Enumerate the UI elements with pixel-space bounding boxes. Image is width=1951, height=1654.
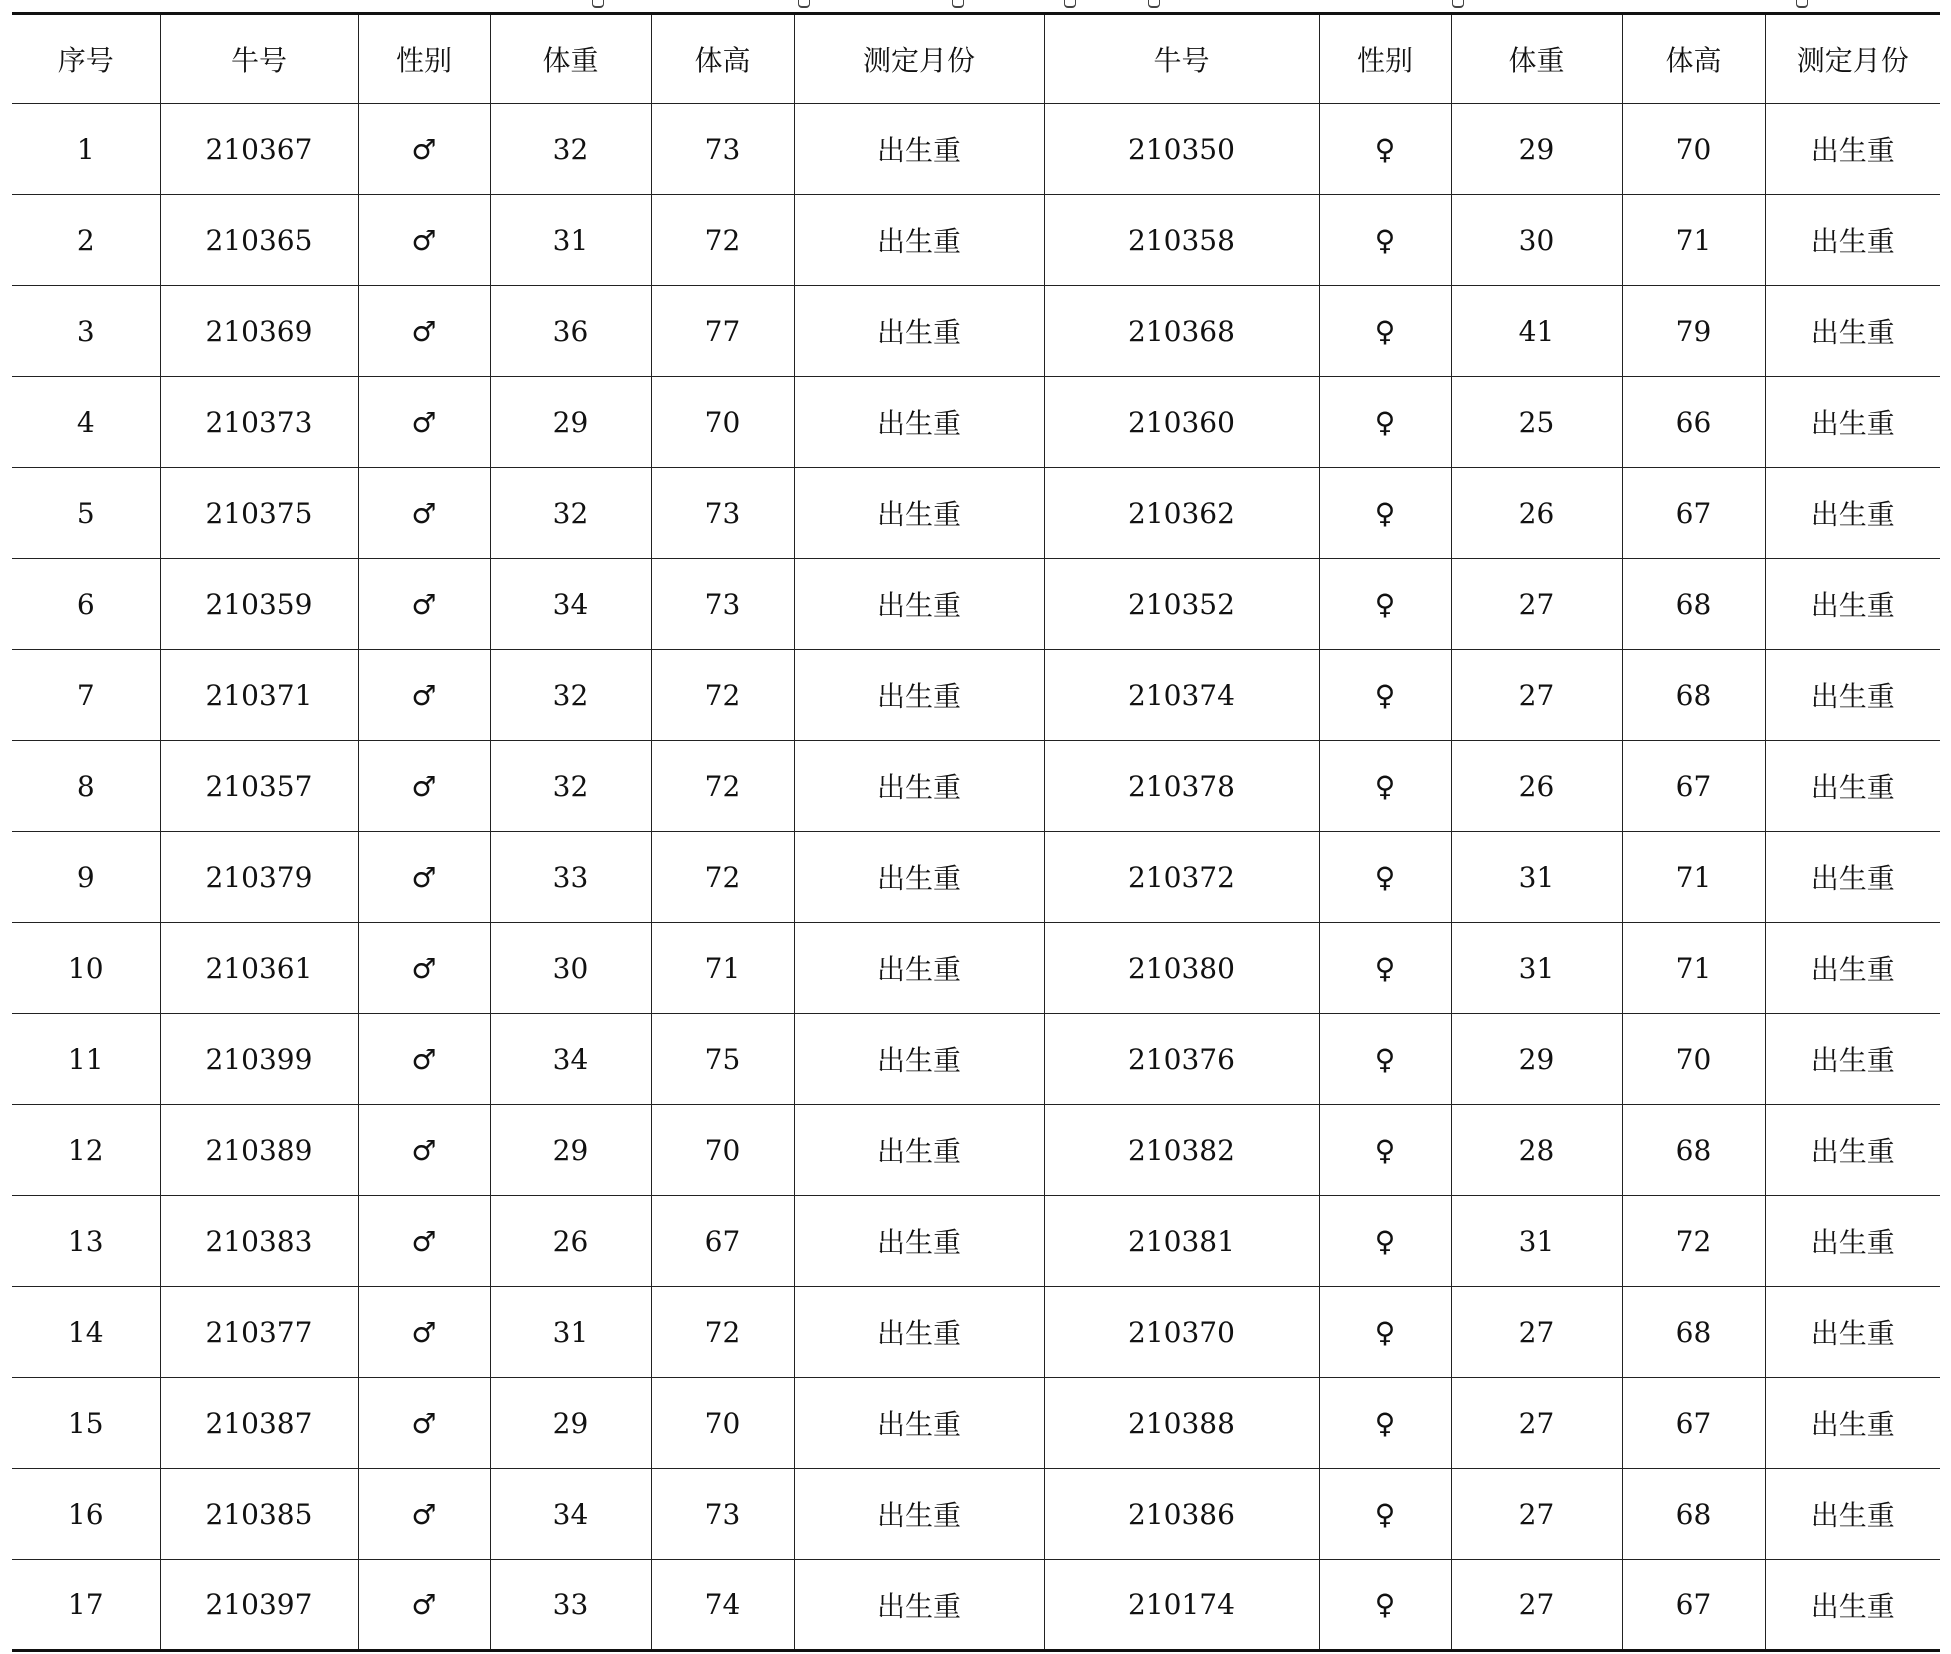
cell-cow-id: 210397 — [160, 1560, 358, 1651]
cell-sex: ♂ — [358, 1560, 490, 1651]
table-row — [12, 1469, 1940, 1560]
cell-weight: 29 — [1451, 1014, 1622, 1105]
cell-sex: ♂ — [358, 1378, 490, 1469]
cell-month: 出生重 — [1765, 1560, 1940, 1651]
cell-weight: 26 — [1451, 468, 1622, 559]
cell-sex: ♂ — [358, 832, 490, 923]
cell-index: 1 — [12, 104, 160, 195]
cell-month: 出生重 — [794, 377, 1044, 468]
cell-height: 67 — [651, 1196, 794, 1287]
cell-cow-id: 210382 — [1044, 1105, 1319, 1196]
cell-weight: 29 — [490, 1378, 651, 1469]
cell-cow-id: 210370 — [1044, 1287, 1319, 1378]
cell-sex: ♀ — [1319, 1105, 1451, 1196]
cell-sex: ♀ — [1319, 832, 1451, 923]
table-row — [12, 286, 1940, 377]
cell-weight: 27 — [1451, 559, 1622, 650]
cell-weight: 26 — [1451, 741, 1622, 832]
cell-sex: ♀ — [1319, 377, 1451, 468]
cell-cow-id: 210365 — [160, 195, 358, 286]
table-body — [12, 104, 1940, 1651]
table-row — [12, 559, 1940, 650]
cell-cow-id: 210389 — [160, 1105, 358, 1196]
cell-weight: 25 — [1451, 377, 1622, 468]
cell-weight: 41 — [1451, 286, 1622, 377]
cell-cow-id: 210387 — [160, 1378, 358, 1469]
cell-height: 72 — [651, 1287, 794, 1378]
cell-cow-id: 210379 — [160, 832, 358, 923]
cell-height: 77 — [651, 286, 794, 377]
cell-height: 74 — [651, 1560, 794, 1651]
cell-index: 6 — [12, 559, 160, 650]
cell-sex: ♂ — [358, 377, 490, 468]
cell-height: 68 — [1622, 650, 1765, 741]
table-row — [12, 1196, 1940, 1287]
cell-cow-id: 210386 — [1044, 1469, 1319, 1560]
cell-cow-id: 210362 — [1044, 468, 1319, 559]
cell-month: 出生重 — [794, 195, 1044, 286]
cell-weight: 32 — [490, 741, 651, 832]
cell-height: 73 — [651, 468, 794, 559]
cell-weight: 32 — [490, 650, 651, 741]
cell-month: 出生重 — [1765, 1469, 1940, 1560]
cell-month: 出生重 — [794, 1560, 1044, 1651]
header-cell-cow-id: 牛号 — [1044, 14, 1319, 104]
cell-cow-id: 210359 — [160, 559, 358, 650]
cell-month: 出生重 — [794, 1469, 1044, 1560]
cell-cow-id: 210373 — [160, 377, 358, 468]
cell-sex: ♂ — [358, 741, 490, 832]
table-row — [12, 195, 1940, 286]
cell-cow-id: 210388 — [1044, 1378, 1319, 1469]
cell-weight: 27 — [1451, 1469, 1622, 1560]
cell-index: 10 — [12, 923, 160, 1014]
table-row — [12, 468, 1940, 559]
cell-sex: ♀ — [1319, 195, 1451, 286]
cell-cow-id: 210378 — [1044, 741, 1319, 832]
cell-sex: ♂ — [358, 1196, 490, 1287]
cell-weight: 29 — [490, 1105, 651, 1196]
cell-height: 67 — [1622, 1378, 1765, 1469]
cell-month: 出生重 — [1765, 832, 1940, 923]
cell-sex: ♂ — [358, 1014, 490, 1105]
cell-height: 68 — [1622, 1469, 1765, 1560]
cell-index: 16 — [12, 1469, 160, 1560]
cell-sex: ♀ — [1319, 1287, 1451, 1378]
cell-height: 70 — [1622, 104, 1765, 195]
cell-cow-id: 210376 — [1044, 1014, 1319, 1105]
cell-month: 出生重 — [1765, 1105, 1940, 1196]
cell-sex: ♀ — [1319, 741, 1451, 832]
cell-cow-id: 210374 — [1044, 650, 1319, 741]
cell-cow-id: 210385 — [160, 1469, 358, 1560]
cell-index: 9 — [12, 832, 160, 923]
cell-weight: 29 — [490, 377, 651, 468]
cell-month: 出生重 — [1765, 741, 1940, 832]
cell-cow-id: 210352 — [1044, 559, 1319, 650]
cell-index: 7 — [12, 650, 160, 741]
cell-month: 出生重 — [794, 104, 1044, 195]
header-cell-month: 测定月份 — [1765, 14, 1940, 104]
cell-month: 出生重 — [1765, 1196, 1940, 1287]
cell-height: 70 — [651, 1105, 794, 1196]
cell-month: 出生重 — [1765, 923, 1940, 1014]
cell-weight: 26 — [490, 1196, 651, 1287]
cell-cow-id: 210375 — [160, 468, 358, 559]
cell-weight: 31 — [490, 195, 651, 286]
cell-sex: ♂ — [358, 559, 490, 650]
cell-weight: 30 — [490, 923, 651, 1014]
header-cell-cow-id: 牛号 — [160, 14, 358, 104]
header-cell-weight: 体重 — [1451, 14, 1622, 104]
cell-height: 72 — [651, 832, 794, 923]
cell-height: 73 — [651, 104, 794, 195]
cell-sex: ♀ — [1319, 1560, 1451, 1651]
cell-sex: ♀ — [1319, 104, 1451, 195]
cell-height: 73 — [651, 559, 794, 650]
cell-cow-id: 210377 — [160, 1287, 358, 1378]
cell-weight: 31 — [1451, 923, 1622, 1014]
cell-month: 出生重 — [1765, 1014, 1940, 1105]
cell-cow-id: 210174 — [1044, 1560, 1319, 1651]
cell-cow-id: 210367 — [160, 104, 358, 195]
calf-measurement-table — [12, 12, 1940, 1652]
cell-month: 出生重 — [1765, 1287, 1940, 1378]
cell-index: 8 — [12, 741, 160, 832]
table-row — [12, 741, 1940, 832]
caption-glyph-fragment — [1452, 0, 1464, 8]
cell-index: 11 — [12, 1014, 160, 1105]
cell-cow-id: 210350 — [1044, 104, 1319, 195]
cell-index: 17 — [12, 1560, 160, 1651]
cell-weight: 32 — [490, 468, 651, 559]
cell-sex: ♀ — [1319, 1014, 1451, 1105]
table-row — [12, 1014, 1940, 1105]
header-cell-sex: 性别 — [358, 14, 490, 104]
table-row — [12, 1105, 1940, 1196]
cell-height: 70 — [651, 377, 794, 468]
cell-sex: ♀ — [1319, 1378, 1451, 1469]
cell-cow-id: 210381 — [1044, 1196, 1319, 1287]
cell-month: 出生重 — [1765, 377, 1940, 468]
cell-weight: 34 — [490, 559, 651, 650]
caption-glyph-fragment — [1148, 0, 1160, 8]
cell-month: 出生重 — [794, 1196, 1044, 1287]
cell-sex: ♂ — [358, 104, 490, 195]
caption-glyph-fragment — [592, 0, 604, 8]
cell-weight: 33 — [490, 1560, 651, 1651]
cell-index: 12 — [12, 1105, 160, 1196]
cell-weight: 33 — [490, 832, 651, 923]
cell-cow-id: 210372 — [1044, 832, 1319, 923]
cell-month: 出生重 — [794, 468, 1044, 559]
cell-sex: ♂ — [358, 195, 490, 286]
cell-month: 出生重 — [794, 741, 1044, 832]
cell-height: 72 — [1622, 1196, 1765, 1287]
header-cell-index: 序号 — [12, 14, 160, 104]
cell-month: 出生重 — [794, 559, 1044, 650]
cell-index: 3 — [12, 286, 160, 377]
cell-month: 出生重 — [794, 286, 1044, 377]
cell-height: 66 — [1622, 377, 1765, 468]
cell-height: 67 — [1622, 1560, 1765, 1651]
cell-sex: ♀ — [1319, 286, 1451, 377]
cell-height: 72 — [651, 741, 794, 832]
cell-height: 70 — [651, 1378, 794, 1469]
table-row — [12, 377, 1940, 468]
cell-cow-id: 210383 — [160, 1196, 358, 1287]
cell-cow-id: 210380 — [1044, 923, 1319, 1014]
cell-weight: 29 — [1451, 104, 1622, 195]
cell-month: 出生重 — [794, 832, 1044, 923]
cell-weight: 28 — [1451, 1105, 1622, 1196]
cell-sex: ♂ — [358, 1287, 490, 1378]
cell-weight: 30 — [1451, 195, 1622, 286]
cell-weight: 27 — [1451, 1378, 1622, 1469]
caption-glyph-fragment — [1064, 0, 1076, 8]
cell-height: 67 — [1622, 468, 1765, 559]
cell-weight: 34 — [490, 1469, 651, 1560]
cell-month: 出生重 — [794, 1378, 1044, 1469]
cell-month: 出生重 — [1765, 1378, 1940, 1469]
cell-month: 出生重 — [1765, 286, 1940, 377]
cell-cow-id: 210368 — [1044, 286, 1319, 377]
cell-cow-id: 210369 — [160, 286, 358, 377]
cell-month: 出生重 — [1765, 195, 1940, 286]
cell-weight: 34 — [490, 1014, 651, 1105]
cell-sex: ♀ — [1319, 923, 1451, 1014]
cell-weight: 31 — [1451, 832, 1622, 923]
cell-month: 出生重 — [1765, 559, 1940, 650]
cell-index: 4 — [12, 377, 160, 468]
cell-cow-id: 210357 — [160, 741, 358, 832]
cell-cow-id: 210371 — [160, 650, 358, 741]
header-cell-month: 测定月份 — [794, 14, 1044, 104]
cell-height: 73 — [651, 1469, 794, 1560]
cell-sex: ♂ — [358, 1469, 490, 1560]
cell-height: 72 — [651, 195, 794, 286]
cell-month: 出生重 — [1765, 650, 1940, 741]
cell-height: 72 — [651, 650, 794, 741]
cell-weight: 31 — [490, 1287, 651, 1378]
cell-sex: ♂ — [358, 1105, 490, 1196]
cell-height: 68 — [1622, 559, 1765, 650]
cell-height: 68 — [1622, 1105, 1765, 1196]
cell-month: 出生重 — [794, 1287, 1044, 1378]
caption-glyph-fragment — [798, 0, 810, 8]
table-row — [12, 650, 1940, 741]
cell-sex: ♀ — [1319, 650, 1451, 741]
caption-glyph-fragment — [1796, 0, 1808, 8]
cell-height: 71 — [1622, 832, 1765, 923]
cell-index: 5 — [12, 468, 160, 559]
header-cell-height: 体高 — [1622, 14, 1765, 104]
table-row — [12, 923, 1940, 1014]
cell-height: 71 — [1622, 195, 1765, 286]
cell-weight: 32 — [490, 104, 651, 195]
cropped-caption-fragment — [0, 0, 1951, 12]
cell-index: 13 — [12, 1196, 160, 1287]
cell-month: 出生重 — [1765, 468, 1940, 559]
cell-month: 出生重 — [794, 1014, 1044, 1105]
header-cell-sex: 性别 — [1319, 14, 1451, 104]
cell-sex: ♀ — [1319, 1469, 1451, 1560]
table-row — [12, 832, 1940, 923]
cell-month: 出生重 — [794, 1105, 1044, 1196]
cell-sex: ♂ — [358, 650, 490, 741]
cell-weight: 31 — [1451, 1196, 1622, 1287]
cell-weight: 27 — [1451, 650, 1622, 741]
header-row — [12, 14, 1940, 104]
cell-height: 79 — [1622, 286, 1765, 377]
cell-cow-id: 210399 — [160, 1014, 358, 1105]
cell-month: 出生重 — [794, 923, 1044, 1014]
cell-cow-id: 210361 — [160, 923, 358, 1014]
cell-weight: 27 — [1451, 1287, 1622, 1378]
cell-sex: ♀ — [1319, 1196, 1451, 1287]
table-row — [12, 104, 1940, 195]
cell-height: 75 — [651, 1014, 794, 1105]
cell-height: 71 — [1622, 923, 1765, 1014]
cell-sex: ♂ — [358, 468, 490, 559]
cell-month: 出生重 — [1765, 104, 1940, 195]
cell-height: 68 — [1622, 1287, 1765, 1378]
cell-height: 71 — [651, 923, 794, 1014]
caption-glyph-fragment — [952, 0, 964, 8]
cell-sex: ♂ — [358, 286, 490, 377]
cell-index: 15 — [12, 1378, 160, 1469]
cell-cow-id: 210358 — [1044, 195, 1319, 286]
table-row — [12, 1560, 1940, 1651]
cell-sex: ♀ — [1319, 559, 1451, 650]
table-row — [12, 1287, 1940, 1378]
header-cell-weight: 体重 — [490, 14, 651, 104]
cell-weight: 36 — [490, 286, 651, 377]
cell-height: 70 — [1622, 1014, 1765, 1105]
cell-month: 出生重 — [794, 650, 1044, 741]
cell-index: 2 — [12, 195, 160, 286]
cell-index: 14 — [12, 1287, 160, 1378]
cell-sex: ♂ — [358, 923, 490, 1014]
cell-cow-id: 210360 — [1044, 377, 1319, 468]
table-row — [12, 1378, 1940, 1469]
header-cell-height: 体高 — [651, 14, 794, 104]
cell-height: 67 — [1622, 741, 1765, 832]
cell-sex: ♀ — [1319, 468, 1451, 559]
cell-weight: 27 — [1451, 1560, 1622, 1651]
